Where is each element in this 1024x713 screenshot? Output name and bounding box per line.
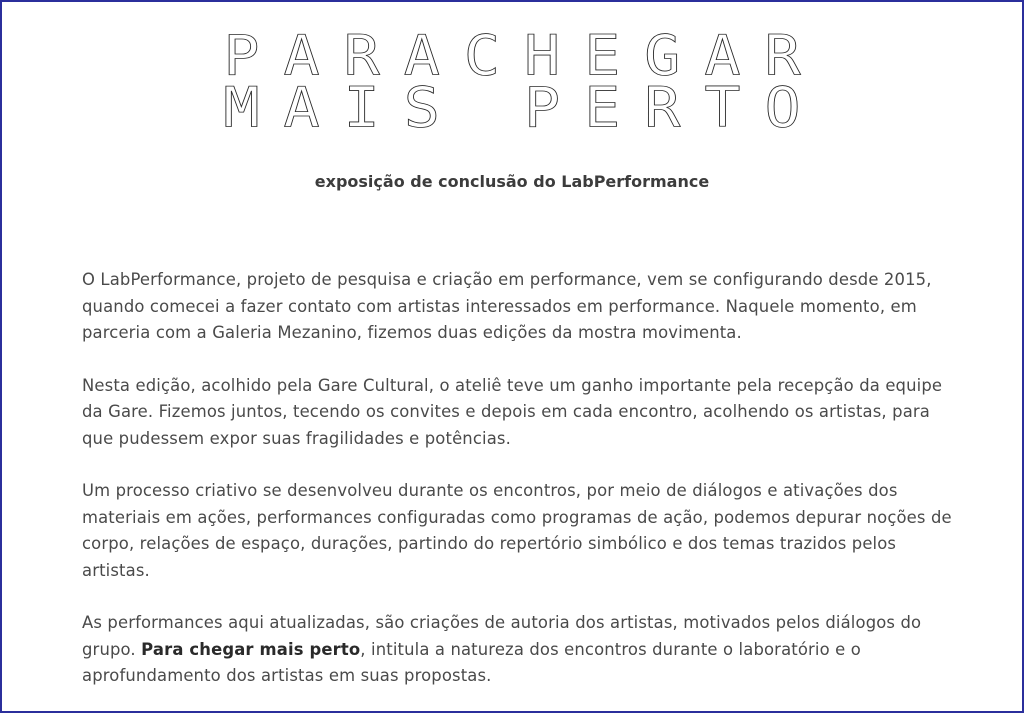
body-text: [82, 267, 962, 713]
exhibition-title: [2, 23, 1022, 141]
title-line-2: MAIS PERTO: [223, 75, 825, 141]
paragraph-4: [82, 610, 962, 690]
title-line-1: PARACHEGAR: [223, 23, 825, 89]
paragraph-1: O LabPerformance, projeto de pesquisa e criação em performance, vem se configurando desde 2015, quando comecei a fazer contato com artistas interessados em performance. Naquele momento, em parceria com a Galeria Mezanino, fizemos duas edições da mostra movimenta.: [82, 270, 932, 342]
paragraph-4-emphasis: Para chegar mais perto: [141, 639, 361, 659]
paragraph-4-before: As performances aqui atualizadas, são criações de autoria dos artistas, motivados pelos diálogos do grupo.: [82, 613, 922, 659]
subtitle: exposição de conclusão do LabPerformance: [314, 172, 710, 191]
paragraph-2: Nesta edição, acolhido pela Gare Cultural, o ateliê teve um ganho importante pela recepção da equipe da Gare. Fizemos juntos, tecendo os convites e depois em cada encontro, acolhendo os artistas, para que pudessem expor suas fragilidades e potências.: [82, 375, 943, 448]
paragraph-3: Um processo criativo se desenvolveu durante os encontros, por meio de diálogos e ativações dos materiais em ações, performances configuradas como programas de ação, podemos depurar noções de corpo, relações de espaço, durações, partindo do repertório simbólico e dos temas trazidos pelos artistas.: [82, 481, 952, 580]
paragraph-4-after: , intitula a natureza dos encontros durante o laboratório e o aprofundamento dos artistas em suas propostas.: [82, 639, 861, 685]
